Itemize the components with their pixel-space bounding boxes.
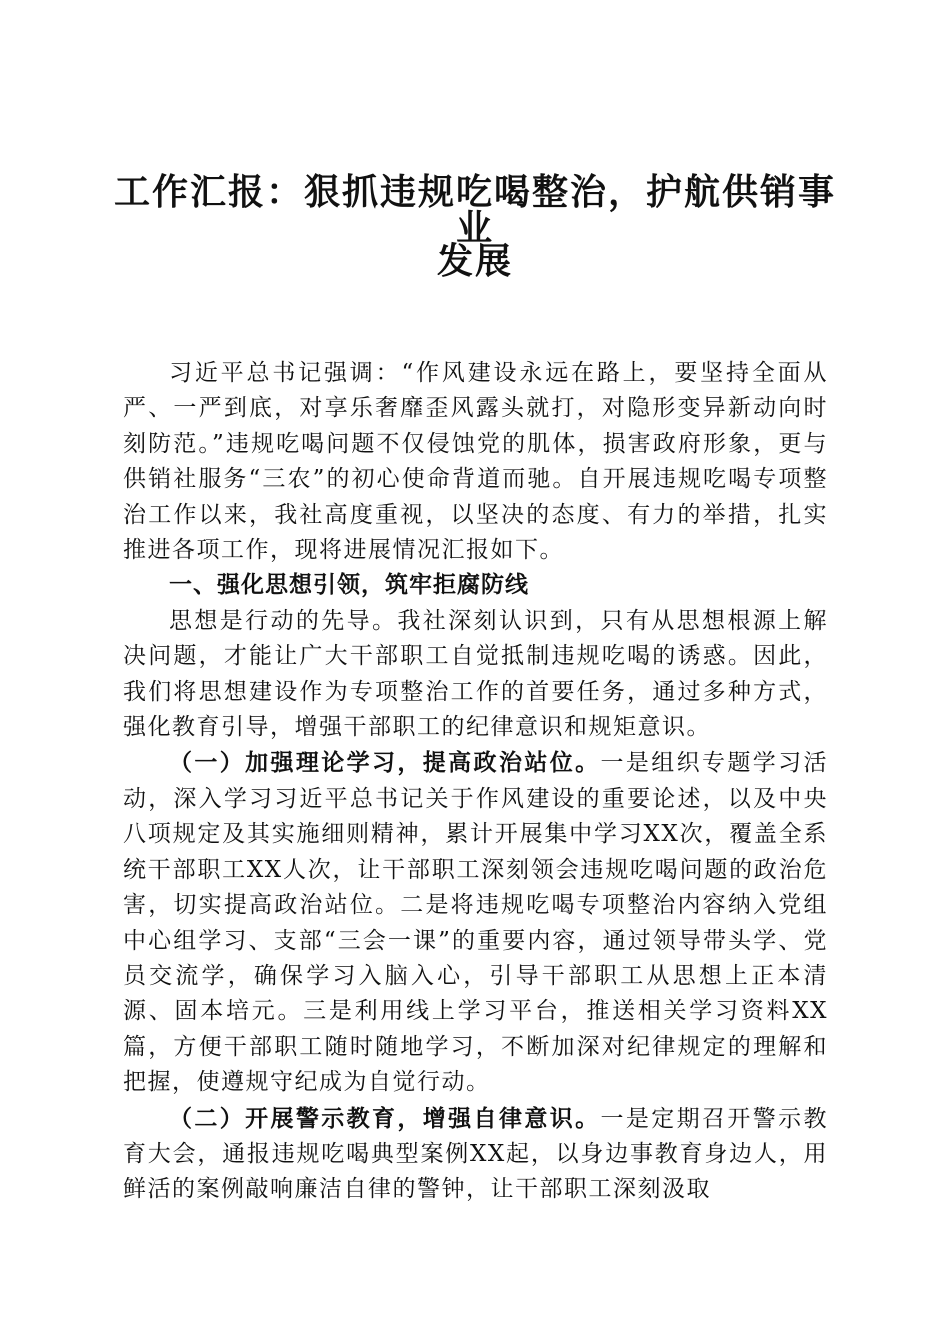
document-title-line-1: 工作汇报：狠抓违规吃喝整治，护航供销事业 bbox=[113, 172, 836, 249]
section-1-heading: 一、强化思想引领，筑牢拒腐防线 bbox=[169, 572, 529, 599]
section-1-intro-paragraph: 思想是行动的先导。我社深刻认识到，只有从思想根源上解决问题，才能让广大干部职工自觉抵制违规吃喝的诱惑。因此，我们将思想建设作为专项整治工作的首要任务，通过多种方式，强化教育引导，增强干部职工的纪律意识和规矩意识。 bbox=[123, 607, 828, 741]
subsection-1-paragraph bbox=[123, 745, 828, 1100]
subsection-1-text: 一是组织专题学习活动，深入学习习近平总书记关于作风建设的重要论述，以及中央八项规定及其实施细则精神，累计开展集中学习XX次，覆盖全系统干部职工XX人次，让干部职工深刻领会违规吃喝问题的政治危害，切实提高政治站位。二是将违规吃喝专项整治内容纳入党组中心组学习、支部“三会一课”的重要内容，通过领导带头学、党员交流学，确保学习入脑入心，引导干部职工从思想上正本清源、固本培元。三是利用线上学习平台，推送相关学习资料XX篇，方便干部职工随时随地学习，不断加深对纪律规定的理解和把握，使遵规守纪成为自觉行动。 bbox=[123, 750, 829, 1096]
subsection-2-text: 一是定期召开警示教育大会，通报违规吃喝典型案例XX起，以身边事教育身边人，用鲜活的案例敲响廉洁自律的警钟，让干部职工深刻汲取 bbox=[123, 1105, 829, 1203]
subsection-2-paragraph bbox=[123, 1101, 828, 1208]
document-title-line-2: 发展 bbox=[436, 241, 513, 282]
subsection-2-lead: （二）开展警示教育，增强自律意识。 bbox=[169, 1104, 601, 1132]
subsection-1-lead: （一）加强理论学习，提高政治站位。 bbox=[169, 749, 601, 777]
document-body bbox=[123, 356, 828, 1208]
intro-paragraph: 习近平总书记强调：“作风建设永远在路上，要坚持全面从严、一严到底，对享乐奢靡歪风露头就打，对隐形变异新动向时刻防范。”违规吃喝问题不仅侵蚀党的肌体，损害政府形象，更与供销社服务“三农”的初心使命背道而驰。自开展违规吃喝专项整治工作以来，我社高度重视，以坚决的态度、有力的举措，扎实推进各项工作，现将进展情况汇报如下。 bbox=[123, 360, 828, 564]
